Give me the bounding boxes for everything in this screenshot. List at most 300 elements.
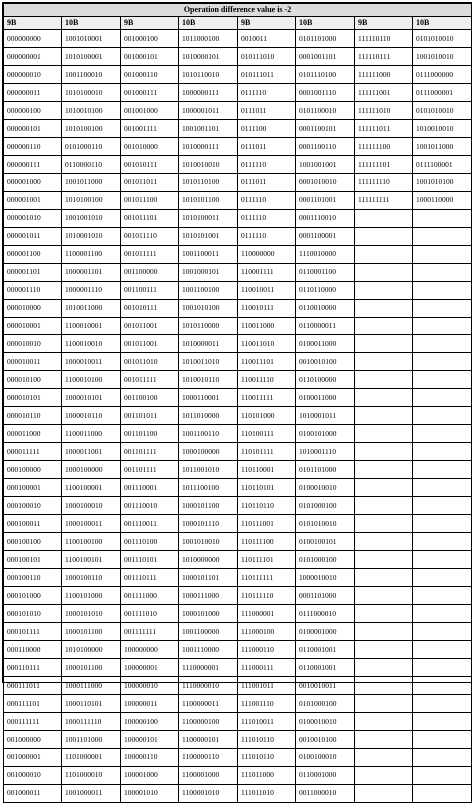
table-cell: 1010100100	[62, 191, 121, 209]
table-cell: 111000100	[238, 622, 296, 640]
table-cell: 1000010011	[62, 353, 121, 371]
table-cell: 111010011	[238, 712, 296, 730]
table-cell: 1001101000	[62, 730, 121, 748]
table-cell	[355, 730, 413, 748]
table-cell: 0101110100	[296, 65, 355, 83]
table-row	[4, 425, 472, 443]
table-cell: 000000110	[4, 137, 62, 155]
table-body	[4, 30, 472, 803]
table-cell: 000001100	[4, 245, 62, 263]
table-cell: 0010010100	[296, 730, 355, 748]
table-row	[4, 209, 472, 227]
table-cell: 111111111	[355, 191, 413, 209]
table-cell: 0101101000	[296, 461, 355, 479]
table-cell	[355, 317, 413, 335]
table-cell: 1001010100	[179, 299, 238, 317]
table-cell: 0100010010	[296, 712, 355, 730]
table-cell: 001011111	[121, 371, 179, 389]
header-row	[4, 17, 472, 30]
table-cell: 1001110000	[179, 640, 238, 658]
table-cell: 000100100	[4, 533, 62, 551]
table-cell	[413, 533, 472, 551]
table-cell: 100000110	[121, 748, 179, 766]
table-cell: 000010011	[4, 353, 62, 371]
table-cell: 0100101000	[296, 425, 355, 443]
table-cell: 0111011	[238, 173, 296, 191]
table-cell: 0010011	[238, 30, 296, 48]
table-cell: 0110000110	[62, 155, 121, 173]
table-cell: 1010110000	[179, 317, 238, 335]
table-row	[4, 389, 472, 407]
table-cell: 000001001	[4, 191, 62, 209]
table-cell	[355, 694, 413, 712]
table-cell: 001001000	[121, 101, 179, 119]
table-cell: 0110001001	[296, 640, 355, 658]
code-table	[3, 3, 472, 803]
table-row	[4, 101, 472, 119]
table-cell: 110111111	[238, 569, 296, 587]
table-cell: 000111011	[4, 676, 62, 694]
table-cell: 0001110010	[296, 209, 355, 227]
table-cell: 000001011	[4, 227, 62, 245]
table-cell	[355, 587, 413, 605]
table-cell: 0111110	[238, 227, 296, 245]
table-cell: 1000100000	[62, 461, 121, 479]
table-cell: 0111110	[238, 191, 296, 209]
table-row	[4, 658, 472, 676]
table-cell	[413, 605, 472, 623]
table-cell	[413, 407, 472, 425]
table-row	[4, 407, 472, 425]
table-cell	[413, 317, 472, 335]
table-cell: 1000001101	[62, 263, 121, 281]
table-row	[4, 227, 472, 245]
table-cell: 1000101100	[62, 658, 121, 676]
table-row	[4, 694, 472, 712]
table-cell	[413, 425, 472, 443]
table-row	[4, 766, 472, 784]
table-cell	[413, 712, 472, 730]
table-cell: 100000010	[121, 676, 179, 694]
table-cell	[355, 676, 413, 694]
table-cell: 1110000010	[179, 676, 238, 694]
table-cell: 110011000	[238, 317, 296, 335]
table-row	[4, 191, 472, 209]
table-cell: 1001100000	[179, 622, 238, 640]
table-cell: 1000110000	[413, 191, 472, 209]
table-cell: 001101011	[121, 407, 179, 425]
table-cell: 110100111	[238, 425, 296, 443]
table-cell	[355, 443, 413, 461]
table-cell: 000001010	[4, 209, 62, 227]
table-cell: 1010001011	[296, 407, 355, 425]
table-cell: 111001011	[238, 676, 296, 694]
table-cell: 1000100110	[62, 569, 121, 587]
table-cell: 1110000001	[179, 658, 238, 676]
table-cell: 001010000	[121, 137, 179, 155]
table-cell: 001000110	[121, 65, 179, 83]
table-cell	[355, 263, 413, 281]
table-cell: 1001010001	[62, 30, 121, 48]
table-cell: 1001100011	[179, 245, 238, 263]
table-cell: 1010010010	[179, 155, 238, 173]
table-cell: 001011111	[121, 245, 179, 263]
table-cell	[413, 461, 472, 479]
table-cell	[355, 209, 413, 227]
table-cell: 000000011	[4, 83, 62, 101]
table-cell	[355, 425, 413, 443]
table-cell: 001110010	[121, 497, 179, 515]
table-cell: 000100000	[4, 461, 62, 479]
table-cell: 111011000	[238, 766, 296, 784]
table-cell: 1100010100	[62, 371, 121, 389]
table-row	[4, 730, 472, 748]
table-cell: 0101010010	[296, 515, 355, 533]
table-cell: 0101000100	[296, 497, 355, 515]
table-cell: 110011111	[238, 389, 296, 407]
table-cell: 1010010010	[413, 119, 472, 137]
table-cell: 1000110101	[62, 694, 121, 712]
table-cell: 1010110010	[179, 65, 238, 83]
table-row	[4, 137, 472, 155]
table-cell: 001101111	[121, 461, 179, 479]
table-cell: 001011100	[121, 191, 179, 209]
table-row	[4, 371, 472, 389]
table-row	[4, 676, 472, 694]
table-cell: 001011110	[121, 227, 179, 245]
table-cell: 1100100100	[62, 533, 121, 551]
table-cell: 000100010	[4, 497, 62, 515]
table-cell: 1010110100	[179, 173, 238, 191]
table-cell: 001101100	[121, 425, 179, 443]
table-cell: 111111101	[355, 155, 413, 173]
table-cell: 000000000	[4, 30, 62, 48]
table-cell: 001111000	[121, 587, 179, 605]
table-cell	[413, 299, 472, 317]
table-cell: 1010100011	[179, 209, 238, 227]
table-cell: 000100011	[4, 515, 62, 533]
table-cell	[355, 712, 413, 730]
table-cell: 111010110	[238, 730, 296, 748]
table-row	[4, 245, 472, 263]
table-cell	[355, 389, 413, 407]
table-row	[4, 119, 472, 137]
table-cell	[413, 515, 472, 533]
table-cell	[413, 766, 472, 784]
table-cell: 100001000	[121, 766, 179, 784]
table-cell: 1001100100	[179, 281, 238, 299]
table-cell: 1001011000	[62, 173, 121, 191]
table-cell: 1100100101	[62, 551, 121, 569]
table-cell: 100000000	[121, 640, 179, 658]
table-cell: 100000101	[121, 730, 179, 748]
table-cell: 0111000010	[296, 605, 355, 623]
column-header: 10B	[62, 17, 121, 30]
table-cell: 001110111	[121, 569, 179, 587]
table-cell: 1010001110	[296, 443, 355, 461]
table-row	[4, 515, 472, 533]
table-cell: 0110010000	[296, 299, 355, 317]
table-cell: 001110100	[121, 533, 179, 551]
table-cell: 1000111000	[179, 587, 238, 605]
table-cell: 0001100101	[296, 119, 355, 137]
table-cell: 100001010	[121, 784, 179, 802]
table-row	[4, 479, 472, 497]
table-cell: 1000010010	[296, 569, 355, 587]
table-cell	[413, 748, 472, 766]
table-cell: 0001001110	[296, 83, 355, 101]
table-cell: 111111110	[355, 173, 413, 191]
column-header: 9B	[4, 17, 62, 30]
table-cell: 1000111110	[62, 712, 121, 730]
table-cell: 0001100001	[296, 227, 355, 245]
table-cell: 1001000011	[62, 784, 121, 802]
table-cell: 001011011	[121, 173, 179, 191]
table-cell	[355, 515, 413, 533]
table-cell: 110111100	[238, 533, 296, 551]
table-cell: 1001010010	[413, 47, 472, 65]
table-cell: 0111110	[238, 83, 296, 101]
table-cell: 0111011	[238, 101, 296, 119]
table-cell	[355, 407, 413, 425]
table-cell	[355, 622, 413, 640]
table-row	[4, 335, 472, 353]
table-cell: 000001101	[4, 263, 62, 281]
table-cell: 1100001010	[179, 784, 238, 802]
table-cell: 1011010000	[179, 407, 238, 425]
table-cell: 1000110001	[179, 389, 238, 407]
table-cell: 111111100	[355, 137, 413, 155]
table-cell: 1100010010	[62, 335, 121, 353]
table-cell	[355, 640, 413, 658]
table-cell: 1010100010	[62, 83, 121, 101]
table-cell: 110001111	[238, 263, 296, 281]
table-cell: 000011111	[4, 443, 62, 461]
table-cell: 001010111	[121, 299, 179, 317]
table-cell: 1110010000	[296, 245, 355, 263]
table-row	[4, 30, 472, 48]
table-cell: 000010110	[4, 407, 62, 425]
table-cell: 111001110	[238, 694, 296, 712]
table-cell: 100000001	[121, 658, 179, 676]
table-cell: 110000000	[238, 245, 296, 263]
table-cell	[413, 622, 472, 640]
table-cell: 001101111	[121, 443, 179, 461]
table-cell	[413, 209, 472, 227]
table-cell: 000101010	[4, 605, 62, 623]
table-cell: 110010111	[238, 299, 296, 317]
table-cell: 1100000101	[179, 730, 238, 748]
table-cell: 1001001010	[62, 209, 121, 227]
table-cell: 0001001101	[296, 47, 355, 65]
table-cell: 111000111	[238, 658, 296, 676]
table-row	[4, 83, 472, 101]
table-row	[4, 155, 472, 173]
table-cell	[355, 551, 413, 569]
table-cell: 000000100	[4, 101, 62, 119]
table-cell: 001000111	[121, 83, 179, 101]
table-cell	[413, 551, 472, 569]
table-cell: 110110101	[238, 479, 296, 497]
table-cell: 1100000110	[179, 748, 238, 766]
table-cell: 1000100000	[179, 443, 238, 461]
table-cell	[413, 443, 472, 461]
table-cell: 1010100000	[62, 640, 121, 658]
table-cell: 0010010100	[296, 353, 355, 371]
table-cell: 111111001	[355, 83, 413, 101]
table-cell: 1010000111	[179, 137, 238, 155]
table-cell: 001100111	[121, 281, 179, 299]
table-row	[4, 605, 472, 623]
table-cell: 0100010010	[296, 479, 355, 497]
table-cell: 001110001	[121, 479, 179, 497]
table-cell: 010111010	[238, 47, 296, 65]
table-cell: 1010000000	[179, 551, 238, 569]
table-cell: 0110001100	[296, 263, 355, 281]
table-cell	[355, 766, 413, 784]
table-cell: 111010110	[238, 748, 296, 766]
table-cell: 000110111	[4, 658, 62, 676]
table-cell: 111000001	[238, 605, 296, 623]
table-cell: 1010100100	[62, 119, 121, 137]
table-cell: 0111110	[238, 209, 296, 227]
table-cell: 0111000000	[413, 65, 472, 83]
table-row	[4, 748, 472, 766]
table-cell: 1001010010	[179, 533, 238, 551]
table-cell: 1010001010	[62, 227, 121, 245]
table-cell: 1011001010	[179, 461, 238, 479]
table-cell	[355, 353, 413, 371]
table-cell: 001000001	[4, 748, 62, 766]
table-cell: 110111001	[238, 515, 296, 533]
table-cell	[355, 784, 413, 802]
table-cell: 001000011	[4, 784, 62, 802]
table-cell: 000001110	[4, 281, 62, 299]
table-cell	[413, 640, 472, 658]
table-cell: 1000101101	[179, 569, 238, 587]
table-cell: 1010010110	[179, 371, 238, 389]
table-cell: 010111011	[238, 65, 296, 83]
table-cell: 111110111	[355, 47, 413, 65]
table-cell: 0001101000	[296, 587, 355, 605]
table-cell	[355, 335, 413, 353]
table-row	[4, 712, 472, 730]
table-row	[4, 784, 472, 802]
table-cell: 0010010011	[296, 676, 355, 694]
table-row	[4, 622, 472, 640]
table-cell: 001011010	[121, 353, 179, 371]
table-cell: 1001000101	[179, 263, 238, 281]
table-cell: 001000000	[4, 730, 62, 748]
table-cell: 1100011000	[62, 425, 121, 443]
table-cell: 0111000001	[413, 83, 472, 101]
table-cell: 100000100	[121, 712, 179, 730]
table-cell: 110101111	[238, 443, 296, 461]
table-cell: 0110001000	[296, 766, 355, 784]
table-cell: 1010000101	[179, 47, 238, 65]
table-row	[4, 569, 472, 587]
table-cell	[413, 353, 472, 371]
table-cell: 1101000010	[62, 766, 121, 784]
table-row	[4, 353, 472, 371]
table-cell: 001000010	[4, 766, 62, 784]
table-row	[4, 263, 472, 281]
table-cell: 110111101	[238, 551, 296, 569]
table-cell: 0101000100	[296, 551, 355, 569]
table-cell: 000000001	[4, 47, 62, 65]
table-cell: 1010100001	[62, 47, 121, 65]
table-cell: 0101100010	[296, 101, 355, 119]
table-cell: 0101000100	[296, 694, 355, 712]
table-cell	[355, 479, 413, 497]
table-row	[4, 533, 472, 551]
table-cell: 000000101	[4, 119, 62, 137]
column-header: 10B	[413, 17, 472, 30]
column-header: 10B	[296, 17, 355, 30]
table-row	[4, 47, 472, 65]
table-cell: 0100001000	[296, 622, 355, 640]
table-cell	[413, 694, 472, 712]
table-cell: 110011010	[238, 335, 296, 353]
table-cell: 0001100110	[296, 137, 355, 155]
table-row	[4, 299, 472, 317]
table-cell: 110110001	[238, 461, 296, 479]
table-cell	[355, 299, 413, 317]
table-cell: 1100101000	[62, 587, 121, 605]
table-row	[4, 551, 472, 569]
table-cell: 001000101	[121, 47, 179, 65]
table-cell	[413, 676, 472, 694]
table-row	[4, 317, 472, 335]
table-row	[4, 497, 472, 515]
table-cell: 1100010001	[62, 317, 121, 335]
table-cell: 1000100011	[62, 515, 121, 533]
table-cell	[355, 245, 413, 263]
table-cell: 100000011	[121, 694, 179, 712]
table-cell: 001001111	[121, 119, 179, 137]
table-cell	[355, 569, 413, 587]
table-row	[4, 461, 472, 479]
table-cell: 1001001001	[296, 155, 355, 173]
table-cell: 0110000011	[296, 317, 355, 335]
table-row	[4, 443, 472, 461]
table-cell	[413, 371, 472, 389]
table-cell: 0100100010	[296, 748, 355, 766]
table-cell: 1000010110	[62, 407, 121, 425]
table-cell: 111111010	[355, 101, 413, 119]
table-cell: 110111110	[238, 587, 296, 605]
table-cell: 000110000	[4, 640, 62, 658]
table-cell	[355, 227, 413, 245]
title-row	[4, 4, 472, 17]
table-cell: 001011101	[121, 209, 179, 227]
table-cell	[413, 658, 472, 676]
table-cell: 000010101	[4, 389, 62, 407]
table-cell: 1100001100	[62, 245, 121, 263]
table-cell: 001100000	[121, 263, 179, 281]
table-cell	[355, 748, 413, 766]
table-cell	[355, 281, 413, 299]
table-cell: 0101101000	[296, 30, 355, 48]
table-cell	[413, 497, 472, 515]
table-cell: 111111011	[355, 119, 413, 137]
column-header: 9B	[121, 17, 179, 30]
table-cell: 1101000001	[62, 748, 121, 766]
table-cell: 0101010010	[413, 30, 472, 48]
table-cell: 000000111	[4, 155, 62, 173]
table-cell: 1010101001	[179, 227, 238, 245]
table-cell: 001110011	[121, 515, 179, 533]
